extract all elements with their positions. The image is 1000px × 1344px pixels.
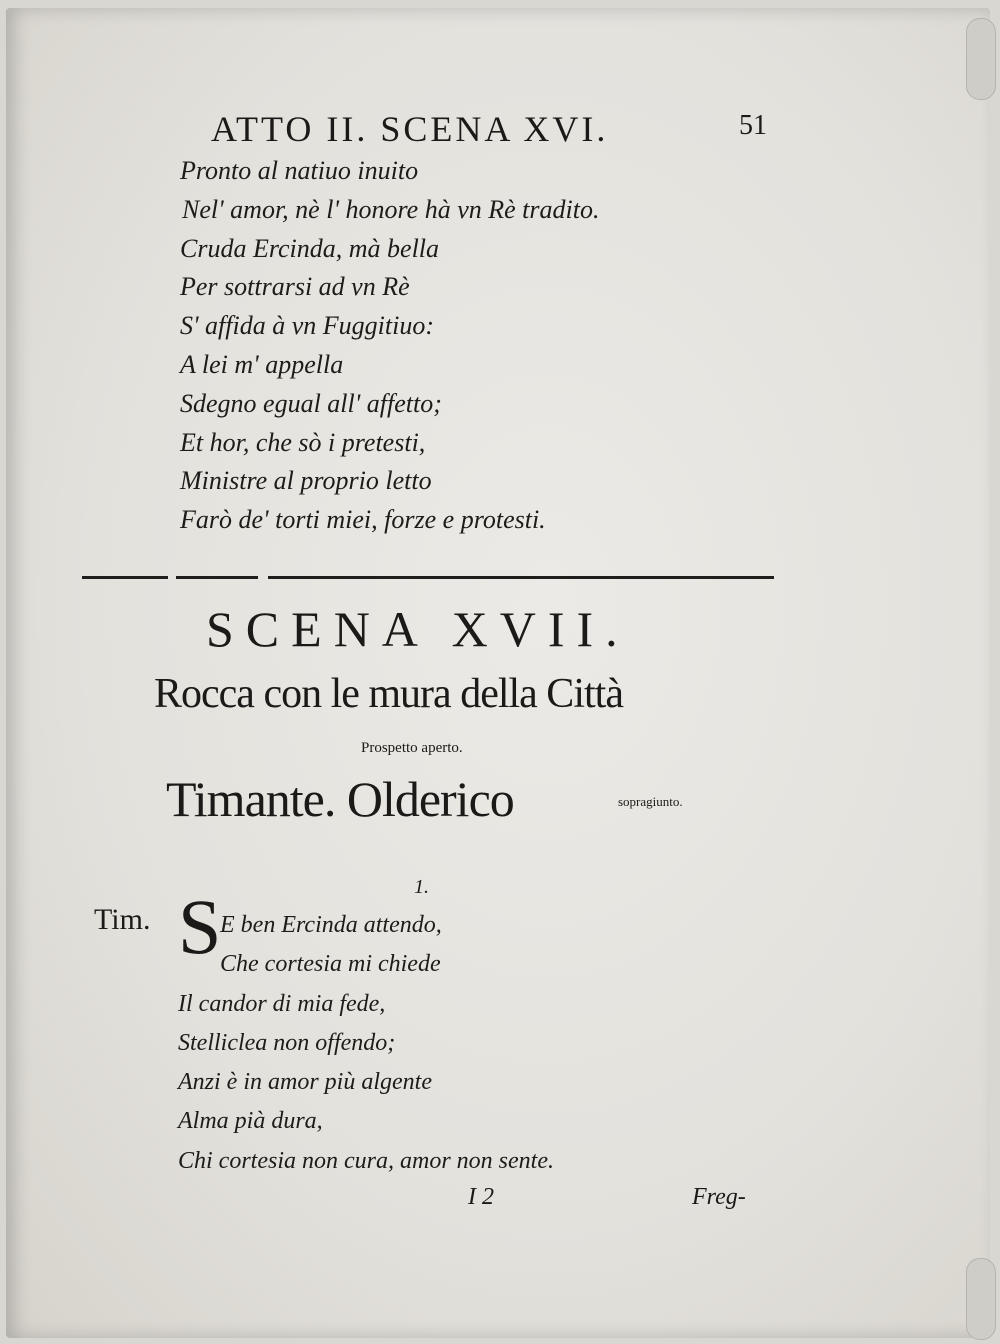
verse-line: Ministre al proprio letto (180, 466, 432, 496)
signature-mark: I 2 (468, 1184, 494, 1210)
verse-line: Farò de' torti miei, forze e protesti. (180, 505, 546, 535)
verse-line: Il candor di mia fede, (178, 990, 386, 1017)
verse-line: Et hor, che sò i pretesti, (180, 427, 426, 457)
verse-line: Che cortesia mi chiede (220, 951, 441, 978)
aria-number: 1. (414, 876, 429, 898)
verse-line: Anzi è in amor più algente (178, 1069, 432, 1096)
verse-line: Stelliclea non offendo; (178, 1029, 396, 1056)
binding-ring-bottom (966, 1258, 996, 1340)
scene-heading: SCENA XVII. (206, 601, 630, 657)
character-note: sopragiunto. (618, 794, 683, 809)
scene-setting: Rocca con le mura della Città (154, 671, 623, 717)
divider-segment (268, 576, 774, 579)
scene16-verse-block (180, 152, 599, 540)
verse-line: Cruda Ercinda, mà bella (180, 233, 440, 263)
catchword: Freg- (692, 1184, 746, 1210)
divider-segment (176, 576, 258, 579)
book-page (6, 8, 990, 1338)
verse-line: S' affida à vn Fuggitiuo: (180, 311, 434, 341)
verse-line: Per sottrarsi ad vn Rè (180, 272, 410, 302)
verse-line: E ben Ercinda attendo, (220, 912, 442, 938)
divider-segment (82, 576, 168, 579)
verse-line: Alma pià dura, (178, 1108, 323, 1135)
character-list: Timante. Olderico (166, 771, 514, 827)
scene17-verse-block (178, 906, 554, 1181)
verse-line: Sdegno egual all' affetto; (180, 388, 442, 418)
verse-line: Nel' amor, nè l' honore hà vn Rè tradito. (182, 194, 600, 224)
verse-line: A lei m' appella (180, 349, 344, 379)
verse-line: Chi cortesia non cura, amor non sente. (178, 1147, 554, 1174)
drop-cap: S (178, 883, 222, 970)
speaker-label: Tim. (94, 903, 151, 936)
setting-note: Prospetto aperto. (361, 740, 463, 756)
running-header: ATTO II. SCENA XVI. (211, 109, 609, 149)
binding-ring-top (966, 18, 996, 100)
page-number: 51 (739, 110, 767, 141)
verse-line: Pronto al natiuo inuito (180, 156, 419, 185)
